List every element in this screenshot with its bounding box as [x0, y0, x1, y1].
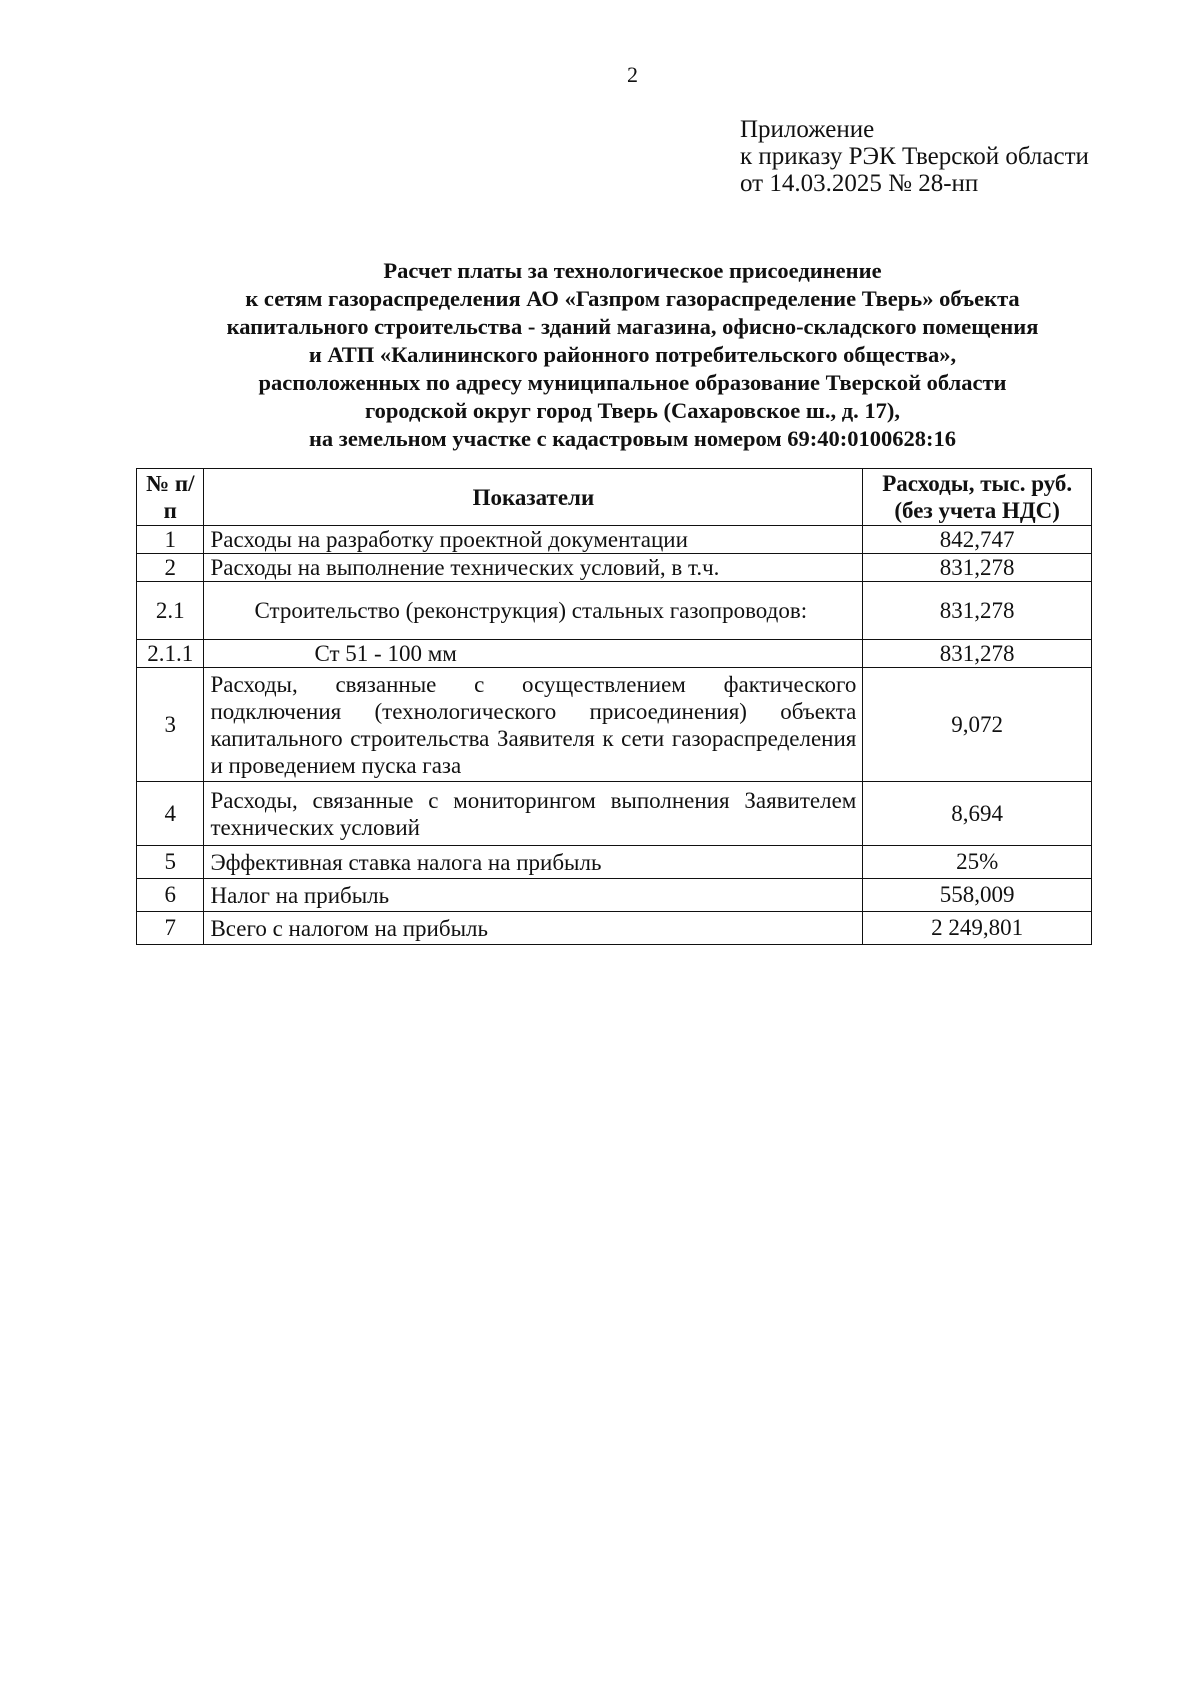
row-value: 831,278 [863, 582, 1092, 640]
row-num: 2 [137, 554, 204, 582]
row-name: Эффективная ставка налога на прибыль [204, 846, 863, 879]
table-row [137, 668, 1092, 782]
title-line: городской округ город Тверь (Сахаровское ш., д. 17), [365, 398, 900, 423]
row-num: 2.1 [137, 582, 204, 640]
row-value: 9,072 [863, 668, 1092, 782]
row-num: 3 [137, 668, 204, 782]
appendix-line-1: Приложение [740, 116, 875, 143]
title-line: к сетям газораспределения АО «Газпром газораспределение Тверь» объекта [245, 286, 1020, 311]
title-line: Расчет платы за технологическое присоединение [383, 258, 882, 283]
row-name: Расходы на выполнение технических условий, в т.ч. [204, 554, 863, 582]
row-name: Расходы, связанные с осуществлением фактического подключения (технологического присоединения) объекта капитального строительства Заявителя к сети газораспределения и проведением пуска газа [204, 668, 863, 782]
row-num: 5 [137, 846, 204, 879]
table-header-row [137, 469, 1092, 526]
document-title [100, 257, 1165, 453]
row-name: Всего с налогом на прибыль [204, 912, 863, 945]
row-num: 1 [137, 526, 204, 554]
row-value: 25% [863, 846, 1092, 879]
page-number: 2 [627, 62, 638, 87]
row-value: 831,278 [863, 554, 1092, 582]
table-row [137, 846, 1092, 879]
table-row [137, 554, 1092, 582]
row-name: Налог на прибыль [204, 879, 863, 912]
table-row [137, 640, 1092, 668]
table-row [137, 782, 1092, 846]
appendix-line-2: к приказу РЭК Тверской области [740, 143, 1089, 170]
calculation-table [136, 468, 1092, 945]
row-value: 842,747 [863, 526, 1092, 554]
row-name: Расходы на разработку проектной документации [204, 526, 863, 554]
appendix-line-3: от 14.03.2025 № 28-нп [740, 170, 979, 197]
row-name: Строительство (реконструкция) стальных газопроводов: [204, 582, 863, 640]
row-value: 558,009 [863, 879, 1092, 912]
row-value: 8,694 [863, 782, 1092, 846]
table-row [137, 912, 1092, 945]
appendix-block [740, 116, 1089, 197]
row-name: Расходы, связанные с мониторингом выполнения Заявителем технических условий [204, 782, 863, 846]
header-name: Показатели [204, 469, 863, 526]
row-num: 2.1.1 [137, 640, 204, 668]
row-num: 6 [137, 879, 204, 912]
title-line: на земельном участке с кадастровым номером 69:40:0100628:16 [308, 426, 957, 451]
header-value: Расходы, тыс. руб. (без учета НДС) [863, 469, 1092, 526]
row-num: 7 [137, 912, 204, 945]
row-value: 831,278 [863, 640, 1092, 668]
row-num: 4 [137, 782, 204, 846]
title-line: капитального строительства - зданий магазина, офисно-складского помещения [226, 314, 1039, 339]
row-name: Ст 51 - 100 мм [204, 640, 863, 668]
table-row [137, 526, 1092, 554]
row-value: 2 249,801 [863, 912, 1092, 945]
table-row [137, 879, 1092, 912]
title-line: и АТП «Калининского районного потребительского общества», [308, 342, 957, 367]
header-num: № п/п [137, 469, 204, 526]
table-row [137, 582, 1092, 640]
title-line: расположенных по адресу муниципальное образование Тверской области [258, 370, 1007, 395]
